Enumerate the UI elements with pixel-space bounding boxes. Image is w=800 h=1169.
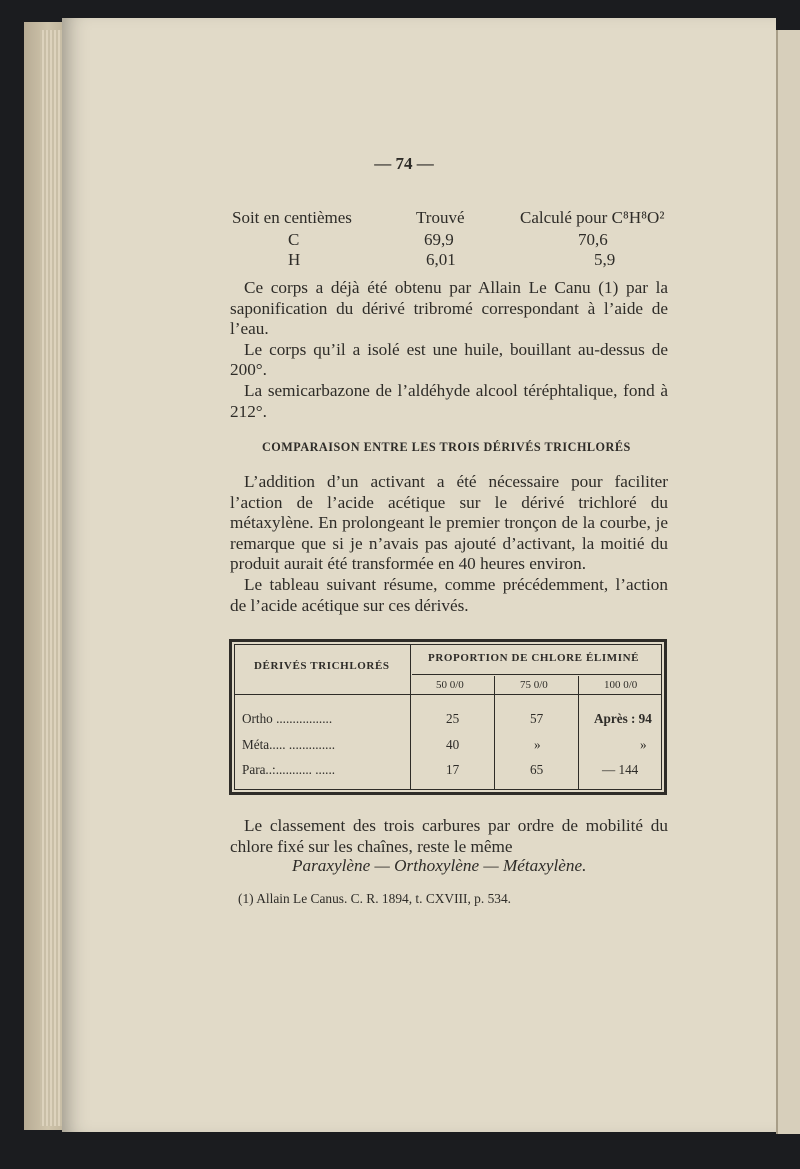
paragraph: Le tableau suivant résume, comme précédemment, l’action de l’acide acétique sur ces dérivés.	[230, 574, 668, 615]
table-cell: »	[640, 737, 647, 752]
analysis-found: 6,01	[426, 250, 456, 269]
analysis-header-calc: Calculé pour C⁸H⁸O²	[520, 208, 665, 227]
page-number: — 74 —	[374, 154, 434, 173]
table-cell: — 144	[602, 762, 639, 777]
paragraph: La semicarbazone de l’aldéhyde alcool téréphtalique, fond à 212°.	[230, 380, 668, 421]
table-row-label: Ortho .................	[242, 711, 333, 726]
analysis-calc: 5,9	[594, 250, 616, 269]
table-group-header: PROPORTION DE CHLORE ÉLIMINÉ	[428, 652, 640, 664]
table-cell: Après : 94	[594, 711, 652, 726]
analysis-element: H	[288, 250, 301, 269]
paragraph: Le classement des trois carbures par ordre de mobilité du chlore fixé sur les chaînes, reste le même	[230, 816, 668, 856]
table-cell: 17	[446, 762, 460, 777]
table-cell: 40	[446, 737, 460, 752]
table-cell: 25	[446, 711, 460, 726]
table-cell: »	[534, 737, 541, 752]
table-cell: 57	[530, 711, 544, 726]
table-col-header: DÉRIVÉS TRICHLORÉS	[254, 660, 390, 672]
analysis-header-label: Soit en centièmes	[232, 208, 352, 227]
table-subheader: 100 0/0	[604, 679, 638, 691]
table-subheader: 50 0/0	[436, 679, 464, 691]
analysis-header-found: Trouvé	[416, 208, 465, 227]
paragraph: Ce corps a déjà été obtenu par Allain Le Canu (1) par la saponification du dérivé tribromé correspondant à l’aide de l’eau.	[230, 278, 668, 339]
analysis-element: C	[288, 230, 300, 249]
analysis-found: 69,9	[424, 230, 454, 249]
table-row-label: Méta..... ..............	[242, 737, 336, 752]
table-row-label: Para..:........... ......	[242, 762, 336, 777]
footnote: (1) Allain Le Canus. C. R. 1894, t. CXVIII, p. 534.	[238, 891, 511, 906]
paragraph: L’addition d’un activant a été nécessaire pour faciliter l’action de l’acide acétique sur le dérivé trichloré du métaxylène. En prolongeant le premier tronçon de la courbe, je remarque que si je n’avais pas ajouté d’activant, la moitié du produit aurait été transformée en 40 heures environ.	[230, 472, 668, 574]
paragraph: Le corps qu’il a isolé est une huile, bouillant au-dessus de 200°.	[230, 339, 668, 380]
table-subheader: 75 0/0	[520, 679, 548, 691]
table-cell: 65	[530, 762, 544, 777]
section-heading: COMPARAISON ENTRE LES TROIS DÉRIVÉS TRICHLORÉS	[262, 440, 631, 454]
ranking-line: Paraxylène — Orthoxylène — Métaxylène.	[292, 856, 587, 875]
facing-page-edge	[776, 30, 800, 1134]
analysis-calc: 70,6	[578, 230, 608, 249]
